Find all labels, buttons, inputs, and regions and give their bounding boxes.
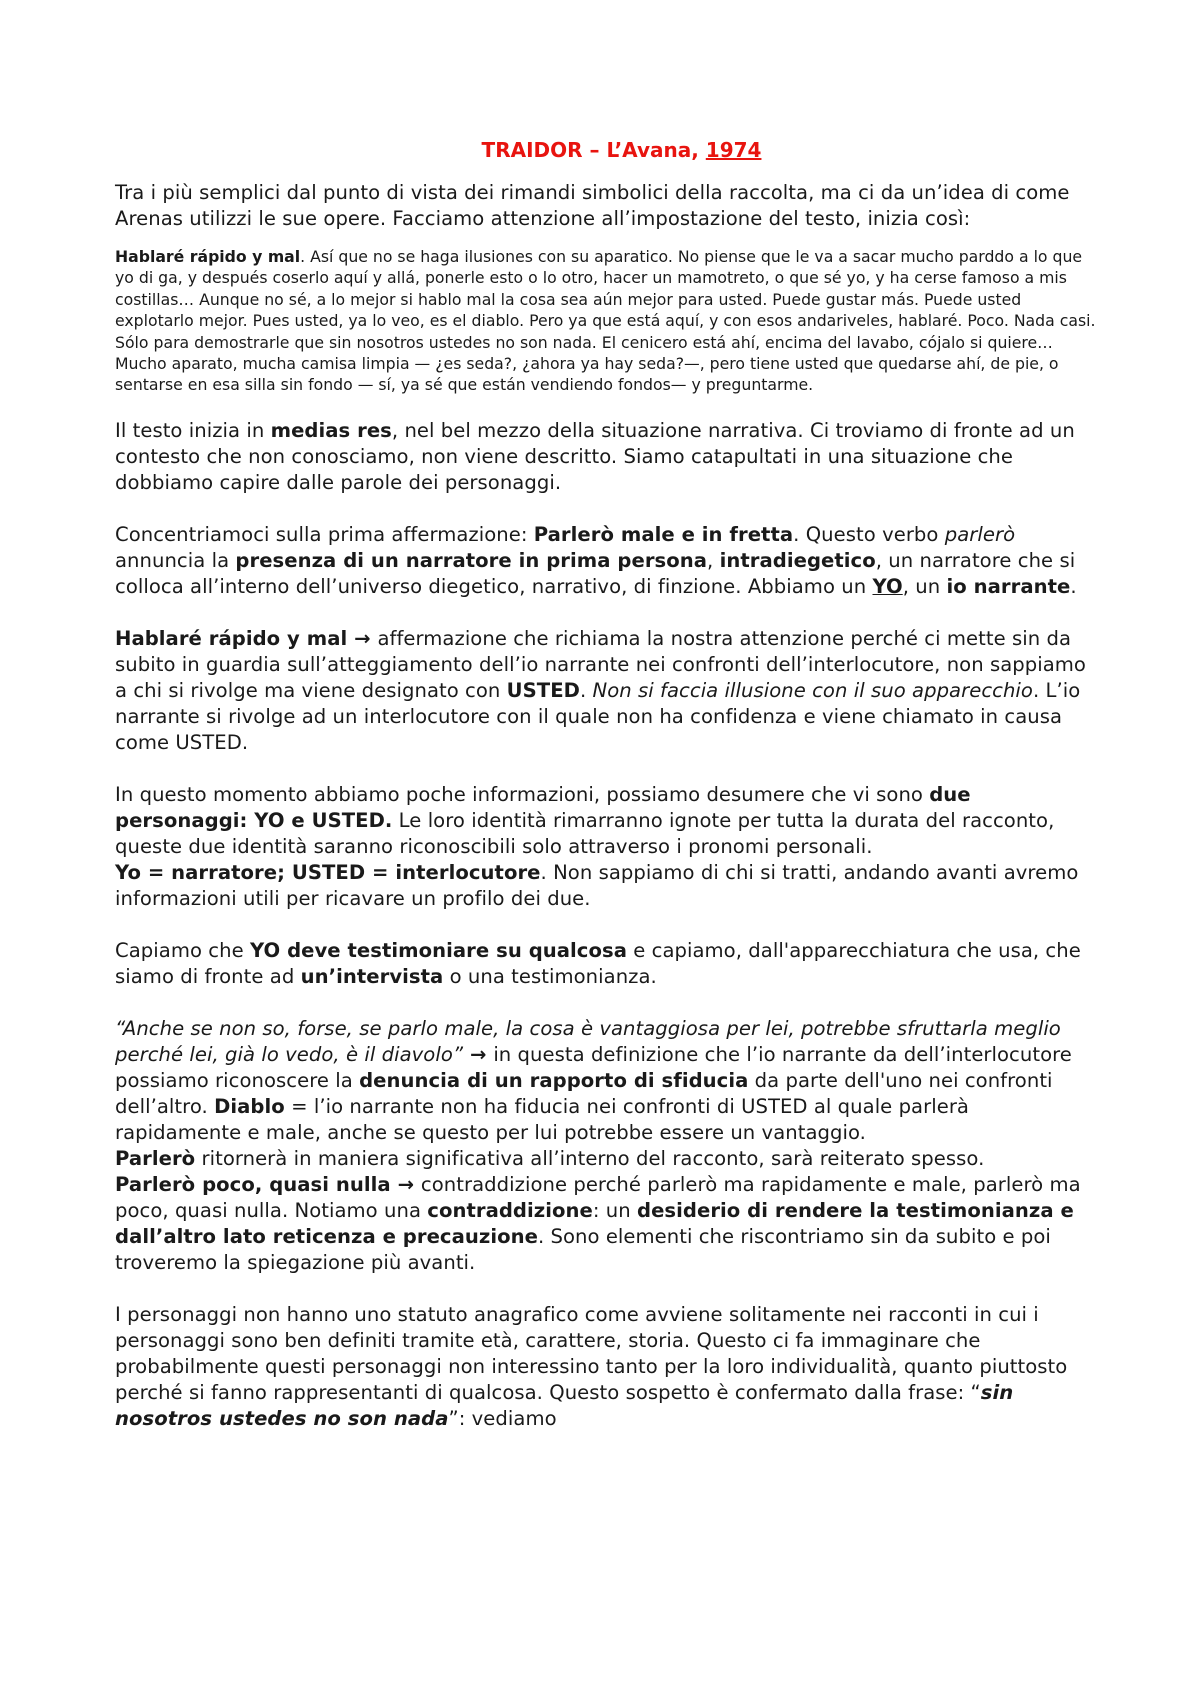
paragraph-testimoniare (115, 938, 1100, 990)
text-run: = l’io narrante non ha fiducia nei confronti di USTED al quale parlerà rapidamente e male, anche se questo per lui potrebbe essere un vantaggio. (115, 1094, 969, 1144)
paragraph-ritornera (115, 1146, 1100, 1172)
text-run: . Sono elementi che riscontriamo sin da subito e poi troveremo la spiegazione più avanti. (115, 1224, 1051, 1274)
bold-run: un’intervista (300, 964, 444, 988)
text-run: ”: vediamo (448, 1406, 557, 1430)
bold-run: desiderio di rendere la testimonianza e dall’altro lato reticenza e precauzione (115, 1198, 1074, 1248)
bold-run: Parlerò (115, 1146, 196, 1170)
bold-run: Yo = narratore; USTED = interlocutore (115, 860, 541, 884)
text-run: annuncia la (115, 548, 236, 572)
text-run: , nel bel mezzo della situazione narrativa. Ci troviamo di fronte ad un contesto che non conosciamo, non viene descritto. Siamo catapultati in una situazione che dobbiamo capire dalle parole dei personaggi. (115, 418, 1075, 494)
quote-lead: Hablaré rápido y mal (115, 247, 301, 266)
paragraph-parlero (115, 522, 1100, 600)
text-run: . (579, 678, 593, 702)
bold-run: intradiegetico (719, 548, 876, 572)
paragraph-contraddizione (115, 1172, 1100, 1276)
arrow-right-icon: → (390, 1172, 421, 1196)
bold-run: contraddizione (427, 1198, 593, 1222)
arrow-right-icon: → (347, 626, 378, 650)
bold-underline-run: YO (872, 574, 903, 598)
bold-run: USTED (506, 678, 580, 702)
document-page (115, 138, 1100, 1432)
text-run: e capiamo, dall'apparecchiatura che usa, che siamo di fronte ad (115, 938, 1081, 988)
bold-run: presenza di un narratore in prima persona (235, 548, 708, 572)
title-text: TRAIDOR – L’Avana, (481, 138, 706, 162)
page-title (115, 138, 1100, 162)
bold-run: Diablo (214, 1094, 285, 1118)
bold-run: Parlerò male e in fretta (533, 522, 794, 546)
paragraph-anagrafico (115, 1302, 1100, 1432)
bold-run: io narrante (946, 574, 1071, 598)
text-run: Capiamo che (115, 938, 250, 962)
text-run: da parte dell'uno nei confronti dell’altro. (115, 1068, 1053, 1118)
text-run: : un (592, 1198, 638, 1222)
bold-run: due personaggi: YO e USTED. (115, 782, 971, 832)
bold-run: denuncia di un rapporto di sfiducia (359, 1068, 749, 1092)
italic-run: “Anche se non so, forse, se parlo male, la cosa è vantaggiosa per lei, potrebbe sfruttarla meglio perché lei, già lo vedo, è il diavolo” (115, 1016, 1061, 1066)
text-run: . (1070, 574, 1077, 598)
italic-run: Non si faccia illusione con il suo apparecchio (592, 678, 1033, 702)
paragraph-medias-res (115, 418, 1100, 496)
text-run: Il testo inizia in (115, 418, 271, 442)
paragraph-hablare (115, 626, 1100, 756)
paragraph-intro: Tra i più semplici dal punto di vista dei rimandi simbolici della raccolta, ma ci da un’idea di come Arenas utilizzi le sue opere. Facciamo attenzione all’impostazione del testo, inizia così: (115, 181, 1070, 230)
text-run: ritornerà in maniera significativa all’interno del racconto, sarà reiterato spesso. (195, 1146, 985, 1170)
bold-run: Hablaré rápido y mal (115, 626, 348, 650)
arrow-right-icon: → (463, 1042, 494, 1066)
paragraph-diavolo (115, 1016, 1100, 1146)
title-year: 1974 (705, 138, 762, 162)
bold-run: YO deve testimoniare su qualcosa (249, 938, 627, 962)
text-run: , (707, 548, 720, 572)
paragraph-personaggi (115, 782, 1100, 912)
text-run: In questo momento abbiamo poche informazioni, possiamo desumere che vi sono (115, 782, 930, 806)
text-run: , un narratore che si colloca all’interno dell’universo diegetico, narrativo, di finzione. Abbiamo un (115, 548, 1076, 598)
quote-text: . Así que no se haga ilusiones con su aparatico. No piense que le va a sacar mucho parddo a lo que yo di ga, y después coserlo aquí y allá, ponerle esto o lo otro, hacer un mamotreto, o que sé yo, y ha cerse famoso a mis costillas… Aunque no sé, a lo mejor si hablo mal la cosa sea aún mejor para usted. Puede gustar más. Puede usted explotarlo mejor. Pues usted, ya lo veo, es el diablo. Pero ya que está aquí, y con esos andariveles, hablaré. Poco. Nada casi. Sólo para demostrarle que sin nosotros ustedes no son nada. El cenicero está ahí, encima del lavabo, cójalo si quiere… Mucho aparato, mucha camisa limpia — ¿es seda?, ¿ahora ya hay seda?—, pero tiene usted que quedarse ahí, de pie, o sentarse en esa silla sin fondo — sí, ya sé que están vendiendo fondos— y preguntarme. (115, 247, 1096, 395)
text-run: Concentriamoci sulla prima affermazione: (115, 522, 534, 546)
bold-run: medias res (270, 418, 392, 442)
italic-run: parlerò (944, 522, 1016, 546)
text-run: . L’io narrante si rivolge ad un interlocutore con il quale non ha confidenza e viene chiamato in causa come USTED. (115, 678, 1081, 754)
bold-italic-run: sin nosotros ustedes no son nada (115, 1380, 1014, 1430)
bold-run: Parlerò poco, quasi nulla (115, 1172, 391, 1196)
text-run: o una testimonianza. (443, 964, 657, 988)
text-run: I personaggi non hanno uno statuto anagrafico come avviene solitamente nei racconti in cui i personaggi sono ben definiti tramite età, carattere, storia. Questo ci fa immaginare che probabilmente questi personaggi non interessino tanto per la loro individualità, quanto piuttosto perché si fanno rappresentanti di qualcosa. Questo sospetto è confermato dalla frase: “ (115, 1302, 1068, 1404)
text-run: , un (902, 574, 947, 598)
text-run: Le loro identità rimarranno ignote per tutta la durata del racconto, queste due identità saranno riconoscibili solo attraverso i pronomi personali. (115, 808, 1055, 858)
text-run: . Questo verbo (793, 522, 945, 546)
text-run: in questa definizione che l’io narrante da dell’interlocutore possiamo riconoscere la (115, 1042, 1072, 1092)
text-run: . Non sappiamo di chi si tratti, andando avanti avremo informazioni utili per ricavare un profilo dei due. (115, 860, 1079, 910)
text-run: contraddizione perché parlerò ma rapidamente e male, parlerò ma poco, quasi nulla. Notiamo una (115, 1172, 1081, 1222)
text-run: affermazione che richiama la nostra attenzione perché ci mette sin da subito in guardia sull’atteggiamento dell’io narrante nei confronti dell’interlocutore, non sappiamo a chi si rivolge ma viene designato con (115, 626, 1086, 702)
spanish-quote (115, 246, 1100, 396)
